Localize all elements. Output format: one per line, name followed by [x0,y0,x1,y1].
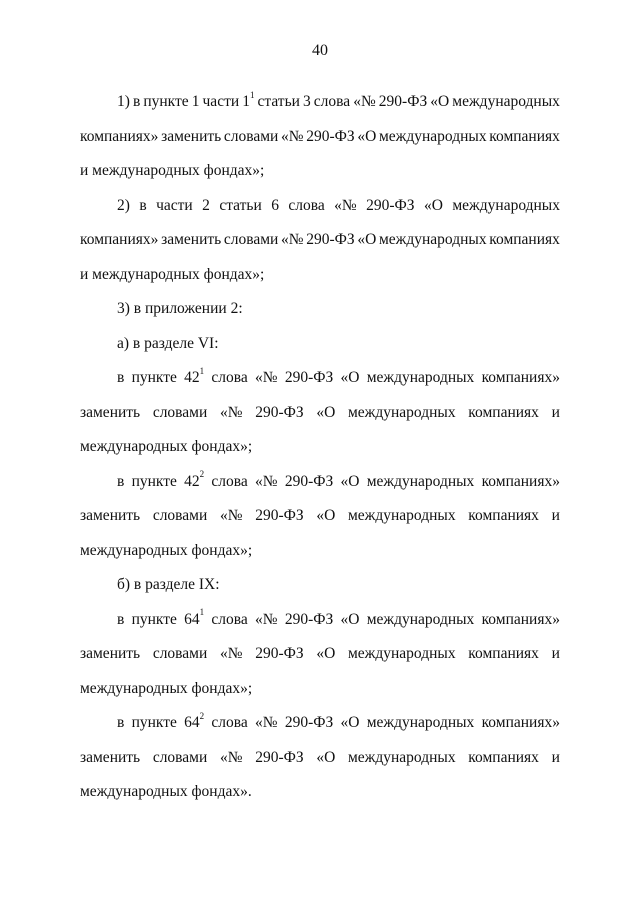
word: слова [211,472,248,490]
word: «№ [255,714,278,731]
word: компаниях [489,231,560,248]
word: словами [223,127,279,145]
word: международных фондах»; [80,438,253,455]
text-line [80,430,560,465]
word: и [551,645,560,662]
word: международных [347,748,456,766]
word: международных [366,369,475,386]
word: «О [340,369,360,386]
word: международных [366,472,475,490]
word: международных [366,714,475,731]
word: 290-ФЗ [378,93,428,110]
word: слова [313,93,351,110]
word: компаниях» [80,127,159,145]
word: 290-ФЗ [306,127,355,145]
superscript: 1 [249,89,255,100]
word: «№ [219,748,243,766]
word: $64^2$ [184,710,205,731]
word: пункте [131,610,177,628]
word: международных [347,645,456,662]
word: 290-ФЗ [255,403,304,421]
word: заменить [80,403,141,421]
word: «№ [219,403,243,421]
word: «О [316,507,336,524]
word: «О [316,403,336,421]
word: компаниях» [481,369,560,386]
word: в [132,93,141,110]
text-line [80,154,560,189]
text-line [80,534,560,569]
superscript: 2 [199,710,205,721]
word: статьи [257,93,300,110]
text-line [80,85,560,120]
text-line [80,223,560,258]
word: в [117,714,125,731]
word: заменить [80,748,141,766]
text-line [80,120,560,155]
text-line [80,741,560,776]
word: 6 [271,196,279,214]
word: слова [288,196,325,214]
text-line [80,499,560,534]
word: «О [357,127,377,145]
word: международных [378,127,487,145]
word: «№ [255,610,278,628]
text-line [80,775,560,810]
paragraph [80,327,560,362]
word: части [156,196,193,214]
word: международных фондах»; [80,679,253,697]
word: 2 [202,196,210,214]
word: компаниях» [80,231,159,248]
superscript: 2 [199,469,205,480]
word: в [117,472,125,490]
word: и [551,507,560,524]
word: в [117,610,125,628]
word: компаниях» [481,610,560,628]
word: «О [316,645,336,662]
word: 290-ФЗ [255,507,304,524]
word: «О [340,472,360,490]
word: компаниях» [481,472,560,490]
text-line [80,327,560,362]
text-line [80,189,560,224]
word: «№ [281,231,304,248]
word: 290-ФЗ [284,610,334,628]
word: «№ [219,507,243,524]
word: 3 [303,93,311,110]
word: пункте [143,93,189,110]
word: слова [211,369,248,386]
word: заменить [80,645,141,662]
word: пункте [131,472,177,490]
word: 290-ФЗ [284,714,334,731]
word: международных [347,507,456,524]
word: «О [423,196,443,214]
paragraph [80,706,560,810]
word: 2) [117,196,130,214]
word: словами [152,507,208,524]
word: $42^2$ [184,469,205,490]
word: «№ [353,93,376,110]
text-line [80,568,560,603]
paragraph [80,465,560,569]
text-line [80,292,560,327]
word: «№ [219,645,243,662]
word: 1 [191,93,200,110]
word: 290-ФЗ [284,369,334,386]
paragraph [80,603,560,707]
word: 290-ФЗ [255,748,304,766]
word: компаниях» [481,714,560,731]
text-line [80,465,560,500]
text-line [80,672,560,707]
paragraph [80,85,560,189]
word: «№ [334,196,357,214]
word: «О [357,231,377,248]
word: заменить [80,507,141,524]
word: международных фондах»; [80,541,253,559]
word: $1^1$ [242,89,255,110]
word: 290-ФЗ [255,645,304,662]
text-line [80,258,560,293]
word: «№ [281,127,304,145]
word: в [139,196,147,214]
paragraph [80,292,560,327]
word: «№ [255,472,278,490]
text-line [80,396,560,431]
paragraph [80,361,560,465]
word: международных [378,231,487,248]
word: б) в разделе IX: [117,576,220,593]
word: $64^1$ [184,607,205,628]
word: а) в разделе VI: [117,334,219,352]
word: международных фондах». [80,783,252,800]
word: «О [340,610,360,628]
word: заменить [161,127,222,145]
word: международных [452,93,560,110]
word: 3) в приложении 2: [117,300,243,317]
word: «№ [255,369,278,386]
word: международных [366,610,475,628]
word: в [117,369,125,386]
word: международных [452,196,560,214]
word: заменить [161,231,222,248]
word: 1) [117,93,130,110]
word: словами [152,748,208,766]
text-line [80,361,560,396]
paragraph [80,189,560,293]
word: компаниях [468,748,539,766]
word: словами [152,403,208,421]
word: компаниях [489,127,560,145]
word: «О [430,93,450,110]
word: статьи [219,196,262,214]
text-line [80,706,560,741]
word: компаниях [468,507,539,524]
word: слова [211,610,248,628]
word: и международных фондах»; [80,162,265,179]
word: словами [223,231,279,248]
word: 290-ФЗ [366,196,415,214]
superscript: 1 [199,365,205,376]
word: слова [211,714,248,731]
document-body [80,85,560,810]
word: «О [340,714,360,731]
superscript: 1 [199,607,205,618]
word: 290-ФЗ [306,231,355,248]
paragraph [80,568,560,603]
text-line [80,603,560,638]
word: и международных фондах»; [80,265,265,283]
word: компаниях [468,645,539,662]
word: пункте [131,714,177,731]
word: и [551,403,560,421]
word: компаниях [468,403,539,421]
word: и [551,748,560,766]
text-line [80,637,560,672]
word: 290-ФЗ [284,472,334,490]
word: международных [347,403,456,421]
word: пункте [131,369,177,386]
word: $42^1$ [184,365,205,386]
word: «О [316,748,336,766]
word: словами [152,645,208,662]
word: части [202,93,240,110]
page-number: 40 [312,42,328,59]
